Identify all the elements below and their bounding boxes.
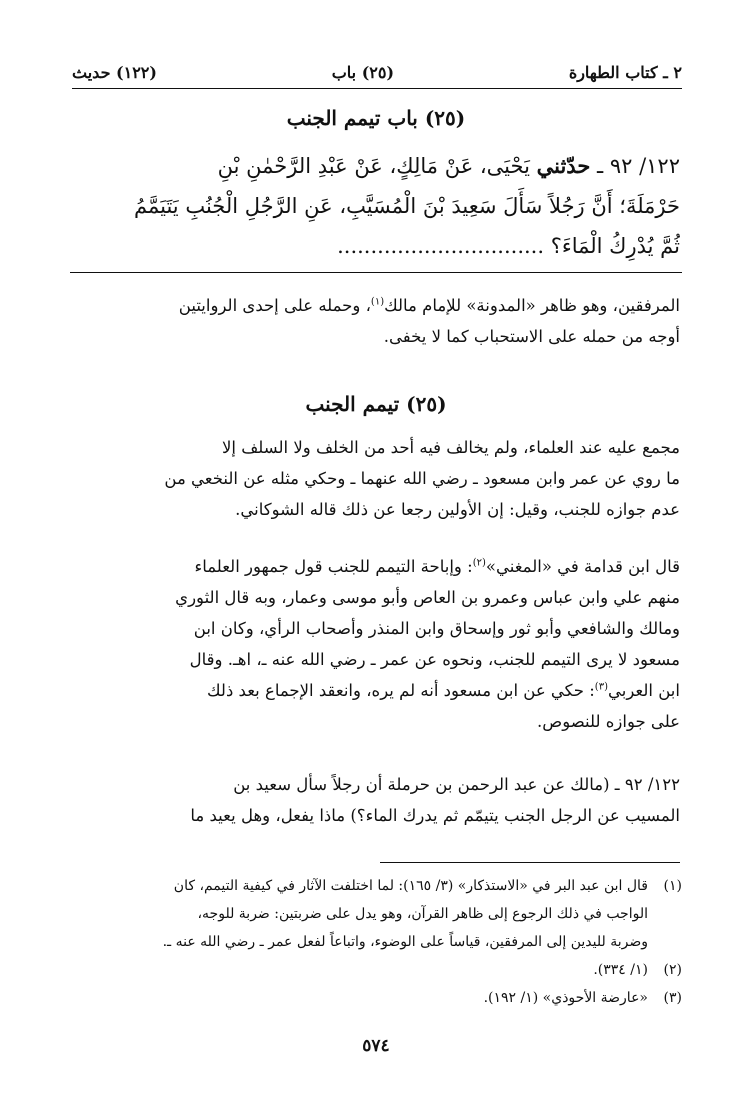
footnote-ref-2: (٢) (472, 557, 486, 569)
footnote-number: (١) (663, 878, 682, 894)
hadith-line-text: يَحْيَى، عَنْ مَالِكٍ، عَنْ عَبْدِ الرَّحْمٰنِ بْنِ (217, 154, 530, 178)
commentary-line: مسعود لا يرى التيمم للجنب، ونحوه عن عمر ـ رضي الله عنه ـ، اهـ. وقال (189, 650, 680, 669)
hadith-text (70, 146, 680, 266)
footnote-body (72, 956, 648, 984)
footnotes (72, 872, 682, 1012)
hadith-line (70, 146, 680, 186)
footnote-line: (١/ ٣٣٤). (593, 962, 648, 978)
footnote-line: الواجب في ذلك الرجوع إلى ظاهر القرآن، وهو يدل على ضربتين: ضربة للوجه، (197, 906, 648, 922)
commentary-section-title: (٢٥) تيمم الجنب (305, 392, 447, 416)
footnote-line: قال ابن عبد البر في «الاستذكار» (٣/ ١٦٥): لما اختلفت الآثار في كيفية التيمم، كان (173, 878, 648, 894)
hadith-line: حَرْمَلَةَ؛ أَنَّ رَجُلاً سَأَلَ سَعِيدَ بْنَ الْمُسَيَّبِ، عَنِ الرَّجُلِ الْجُنُبِ يَتَيَمَّمُ (134, 194, 680, 218)
header-hadith-number: (١٢٢) حديث (72, 62, 157, 82)
commentary-paragraph-2 (72, 551, 680, 737)
running-header (72, 58, 682, 86)
commentary-line: أوجه من حمله على الاستحباب كما لا يخفى. (383, 327, 680, 346)
header-divider (72, 88, 682, 89)
commentary-text: : وإباحة التيمم للجنب قول جمهور العلماء (194, 557, 473, 576)
footnote-line: «عارضة الأحوذي» (١/ ١٩٢). (483, 990, 648, 1006)
header-chapter: (٢٥) باب (331, 62, 395, 82)
footnote-body (72, 984, 648, 1012)
commentary-line: ومالك والشافعي وأبو ثور وإسحاق وابن المنذر وأصحاب الرأي، وكان ابن (193, 619, 680, 638)
commentary-text: ، وحمله على إحدى الروايتين (178, 296, 371, 315)
hadith-dots: ............................... (337, 234, 545, 258)
commentary-continuation (72, 290, 680, 352)
commentary-line: عدم جوازه للجنب، وقيل: إن الأولين رجعا عن ذلك قاله الشوكاني. (235, 500, 680, 519)
hadith-line (70, 226, 680, 266)
commentary-line: على جوازه للنصوص. (537, 712, 680, 731)
commentary-line: المسيب عن الرجل الجنب يتيمّم ثم يدرك الماء؟) ماذا يفعل، وهل يعيد ما (190, 806, 680, 825)
commentary-text: : حكي عن ابن مسعود أنه لم يره، وانعقد الإجماع بعد ذلك (207, 681, 595, 700)
hadith-lead-word: حدّثني (536, 153, 591, 178)
footnote-body (72, 872, 648, 956)
footnote-ref-1: (١) (370, 296, 385, 308)
commentary-line (72, 675, 680, 706)
commentary-line (72, 551, 680, 582)
chapter-title: (٢٥) باب تيمم الجنب (286, 106, 466, 130)
text-commentary-divider (70, 272, 682, 273)
footnote-line: وضربة لليدين إلى المرفقين، قياساً على الوضوء، واتباعاً لفعل عمر ـ رضي الله عنه ـ. (162, 934, 648, 950)
page-number: ٥٧٤ (362, 1036, 390, 1056)
commentary-line: ١٢٢/ ٩٢ ـ (مالك عن عبد الرحمن بن حرملة أن رجلاً سأل سعيد بن (233, 775, 680, 794)
commentary-line: منهم علي وابن عباس وعمرو بن العاص وأبو موسى وعمار، وبه قال الثوري (175, 588, 680, 607)
hadith-number: ١٢٢/ ٩٢ ـ (597, 154, 680, 178)
commentary-line: مجمع عليه عند العلماء، ولم يخالف فيه أحد من الخلف ولا السلف إلا (221, 438, 680, 457)
commentary-text: ابن العربي (607, 681, 680, 700)
footnote-number: (٢) (663, 962, 682, 978)
footnote-divider (380, 862, 680, 863)
commentary-paragraph-1 (72, 432, 680, 525)
footnote (72, 872, 682, 956)
hadith-line-text: ثُمَّ يُدْرِكُ الْمَاءَ؟ (550, 234, 680, 258)
commentary-text: المرفقين، وهو ظاهر «المدونة» للإمام مالك (384, 296, 680, 315)
commentary-text: قال ابن قدامة في «المغني» (485, 557, 680, 576)
commentary-line (72, 290, 680, 321)
header-book-title: ٢ ـ كتاب الطهارة (568, 62, 682, 82)
commentary-paragraph-3 (72, 769, 680, 831)
commentary-line: ما روي عن عمر وابن مسعود ـ رضي الله عنهما ـ وحكي مثله عن النخعي من (164, 469, 680, 488)
footnote (72, 956, 682, 984)
footnote-number: (٣) (663, 990, 682, 1006)
footnote (72, 984, 682, 1012)
footnote-ref-3: (٣) (594, 681, 608, 693)
